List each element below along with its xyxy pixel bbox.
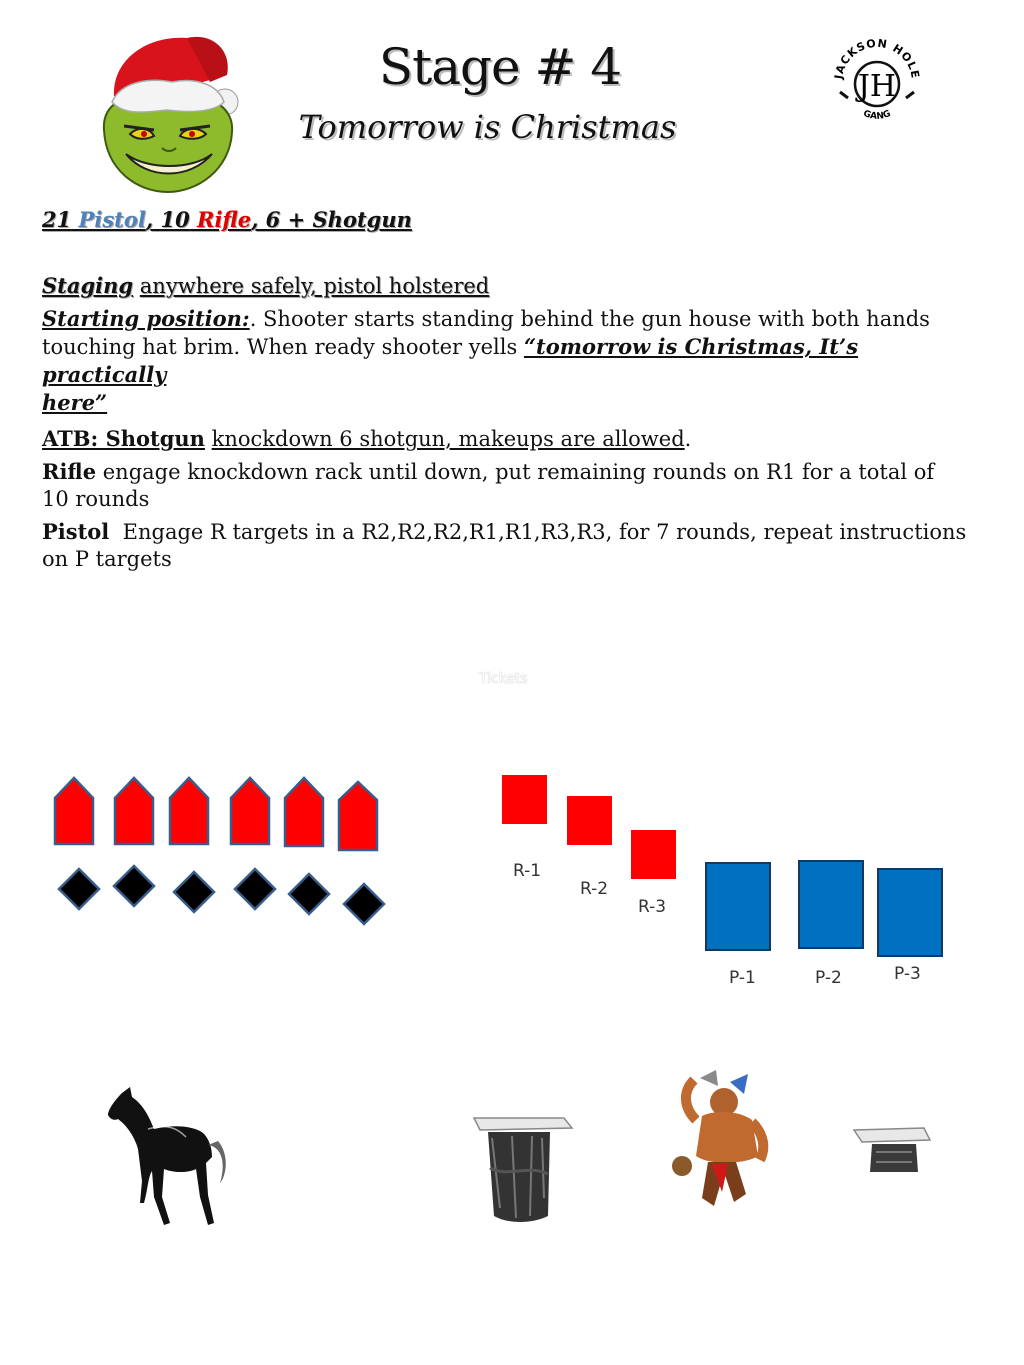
rifle-knockdown bbox=[59, 869, 99, 909]
starting-position bbox=[42, 305, 982, 417]
staging-text: anywhere safely, pistol holstered bbox=[139, 274, 490, 298]
warrior-figure-icon bbox=[672, 1068, 772, 1212]
logo-bottom-text: GANG bbox=[861, 108, 893, 122]
pistol-target-p1 bbox=[705, 862, 771, 951]
rifle-knockdown bbox=[174, 872, 214, 912]
rifle-target-label: R-3 bbox=[638, 897, 667, 917]
page-title: Stage # 4 bbox=[378, 38, 622, 96]
rifle-instruction bbox=[42, 458, 942, 513]
pistol-instruction bbox=[42, 518, 977, 573]
svg-text:GANG bbox=[862, 109, 893, 122]
atb-label: ATB: Shotgun bbox=[42, 426, 205, 451]
pistol-count: 21 bbox=[42, 207, 72, 232]
shotgun-knockdown bbox=[285, 778, 323, 846]
pistol-word: Pistol bbox=[78, 207, 146, 232]
rifle-knockdown bbox=[235, 869, 275, 909]
starting-text: . Shooter starts standing behind the gun house with both hands touching hat brim. When ready shooter yells bbox=[42, 307, 930, 359]
pistol-text: Engage R targets in a R2,R2,R2,R1,R1,R3,R3, for 7 rounds, repeat instructions on P targets bbox=[42, 520, 967, 571]
rifle-target-label: R-1 bbox=[513, 861, 542, 881]
staging-line bbox=[42, 272, 982, 300]
rifle-knockdown bbox=[344, 884, 384, 924]
shotgun-count: , 6 + Shotgun bbox=[251, 207, 412, 232]
atb-instruction bbox=[42, 425, 982, 453]
logo-monogram: JH bbox=[857, 69, 897, 104]
gun-house-icon bbox=[472, 1108, 574, 1226]
pistol-target-p2 bbox=[798, 860, 864, 949]
pistol-target-p3 bbox=[877, 868, 943, 957]
shotgun-knockdown bbox=[170, 778, 208, 844]
pistol-label: Pistol bbox=[42, 519, 110, 544]
logo-top-text: JACKSON HOLE bbox=[832, 38, 922, 80]
gun-table-icon bbox=[852, 1124, 932, 1180]
round-sep: , bbox=[145, 207, 154, 232]
pistol-target-label: P-1 bbox=[729, 968, 756, 988]
rifle-knockdown bbox=[114, 866, 154, 906]
starting-quote-1: “tomorrow is Christmas, It’s practically bbox=[42, 334, 859, 387]
starting-quote-2: here” bbox=[42, 390, 108, 415]
rifle-word: Rifle bbox=[197, 207, 252, 232]
pistol-target-label: P-2 bbox=[815, 968, 842, 988]
rifle-knockdown bbox=[289, 874, 329, 914]
pistol-target-label: P-3 bbox=[894, 964, 921, 984]
horse-icon bbox=[108, 1085, 233, 1230]
shotgun-knockdown bbox=[55, 778, 93, 844]
shotgun-knockdown bbox=[231, 778, 269, 844]
rifle-count: 10 bbox=[160, 207, 190, 232]
atb-end: . bbox=[684, 427, 692, 451]
starting-label: Starting position: bbox=[42, 306, 250, 331]
shotgun-knockdown bbox=[339, 782, 377, 850]
rifle-target-r1 bbox=[502, 775, 547, 824]
shotgun-knockdowns bbox=[50, 772, 390, 932]
staging-label: Staging bbox=[42, 273, 134, 298]
jackson-hole-gang-logo bbox=[832, 38, 922, 124]
rifle-target-r2 bbox=[567, 796, 612, 845]
tickets-watermark: Tickets bbox=[479, 671, 528, 687]
rifle-target-label: R-2 bbox=[580, 879, 609, 899]
rifle-text: engage knockdown rack until down, put remaining rounds on R1 for a total of 10 rounds bbox=[42, 460, 935, 511]
shotgun-knockdown bbox=[115, 778, 153, 844]
atb-text: knockdown 6 shotgun, makeups are allowed bbox=[211, 427, 685, 451]
page-subtitle: Tomorrow is Christmas bbox=[298, 108, 677, 146]
rifle-target-r3 bbox=[631, 830, 676, 879]
rifle-label: Rifle bbox=[42, 459, 97, 484]
round-count-line bbox=[42, 206, 412, 233]
